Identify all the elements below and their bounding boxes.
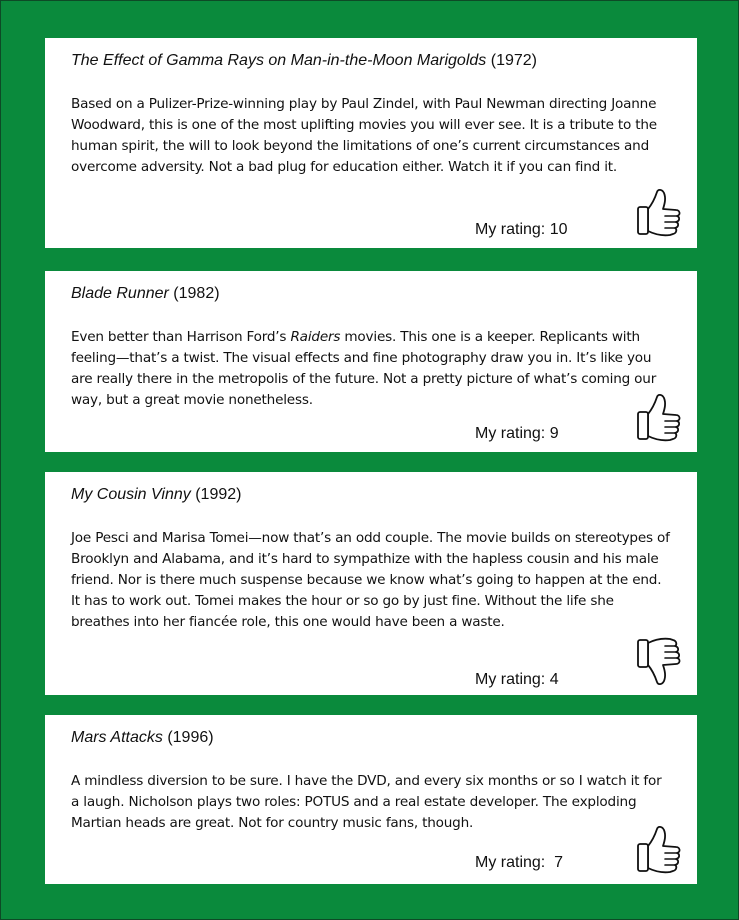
film-year: (1992) (195, 486, 242, 503)
film-year: (1972) (490, 52, 537, 69)
review-card (45, 472, 697, 695)
film-title: The Effect of Gamma Rays on Man-in-the-Moon Marigolds (71, 52, 487, 69)
film-title: Blade Runner (71, 285, 169, 302)
review-text: Joe Pesci and Marisa Tomei—now that’s an odd couple. The movie builds on stereotypes of Brooklyn and Alabama, and it’s hard to sympathize with the hapless cousin and his male friend. Nor is there much suspense because we know what’s going to happen at the end. It has to work out. Tomei makes the hour or so go by just fine. Without the life she breathes into her fiancée role, this one would have been a waste. (71, 530, 670, 630)
rating-text: My rating: 4 (475, 671, 559, 688)
film-year: (1996) (167, 729, 214, 746)
review-text: A mindless diversion to be sure. I have the DVD, and every six months or so I watch it for a laugh. Nicholson plays two roles: POTUS and a real estate developer. The exploding Martian heads are great. Not for country music fans, though. (71, 773, 662, 831)
thumbs-up-icon (635, 821, 683, 877)
rating-text: My rating: 9 (475, 425, 559, 442)
film-year: (1982) (173, 285, 220, 302)
film-reference: Raiders (290, 329, 341, 345)
thumbs-up-icon (635, 389, 683, 445)
film-title: My Cousin Vinny (71, 486, 191, 503)
review-text (71, 327, 671, 411)
review-card (45, 38, 697, 248)
review-text-part: movies. This one is a keeper. Replicants with feeling—that’s a twist. The visual effects and fine photography draw you in. It’s like you are really there in the metropolis of the future. Not a pretty picture of what’s coming our way, but a great movie nonetheless. (71, 329, 657, 408)
film-title: Mars Attacks (71, 729, 163, 746)
review-title (71, 52, 537, 70)
thumbs-down-icon (635, 634, 683, 690)
rating-text: My rating: 10 (475, 221, 568, 238)
review-text: Based on a Pulizer-Prize-winning play by Paul Zindel, with Paul Newman directing Joanne Woodward, this is one of the most uplifting movies you will ever see. It is a tribute to the human spirit, the will to look beyond the limitations of one’s current circumstances and overcome adversity. Not a bad plug for education either. Watch it if you can find it. (71, 96, 657, 175)
review-card (45, 715, 697, 884)
review-text-part: Even better than Harrison Ford’s (71, 329, 291, 345)
review-title (71, 729, 214, 747)
review-card (45, 271, 697, 452)
thumbs-up-icon (635, 184, 683, 240)
review-title (71, 486, 241, 504)
rating-text: My rating: 7 (475, 854, 564, 871)
review-title (71, 285, 220, 303)
